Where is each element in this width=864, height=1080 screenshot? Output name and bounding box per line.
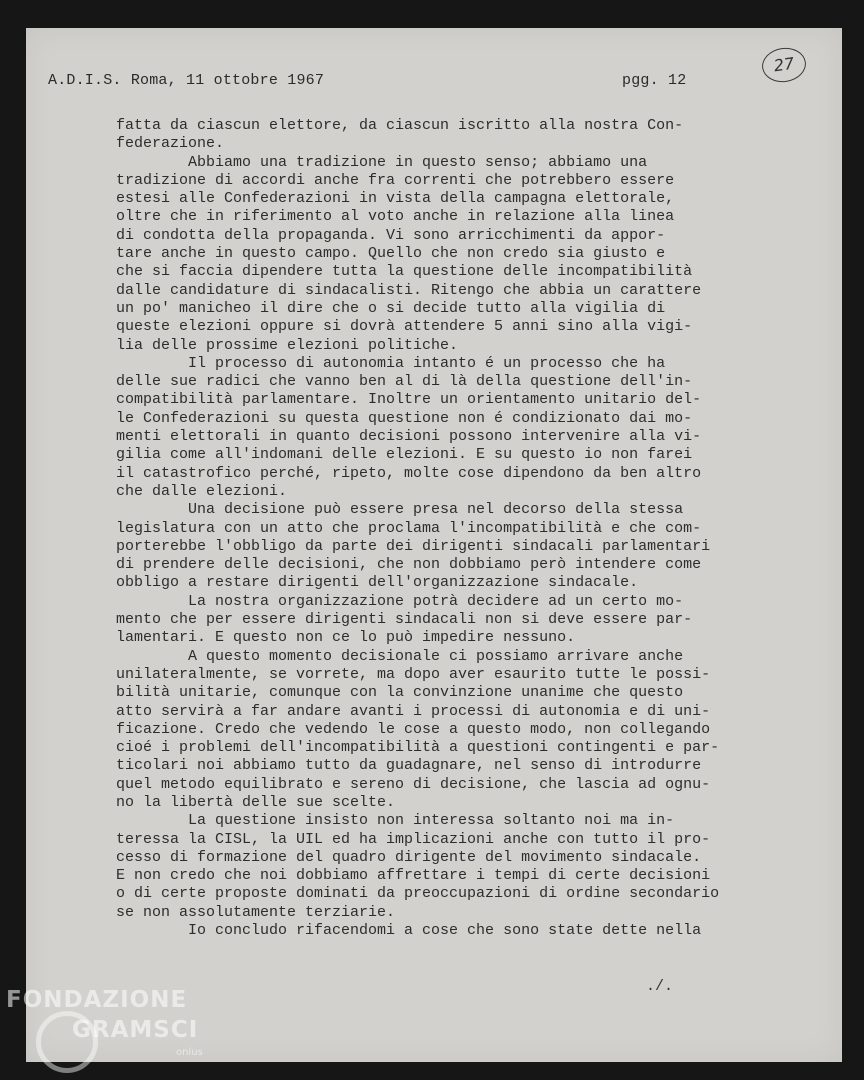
body-line: lamentari. E questo non ce lo può impedire nessuno. [116,629,576,647]
body-line: che dalle elezioni. [116,482,288,500]
body-line: le Confederazioni su questa questione non é condizionato dai mo- [116,409,693,427]
body-line: ticolari noi abbiamo tutto da guadagnare, nel senso di introdurre [116,757,702,775]
body-line: atto servirà a far andare avanti i processi di autonomia e di uni- [116,702,711,720]
body-line: unilateralmente, se vorrete, ma dopo aver esaurito tutte le possi- [116,665,711,683]
body-line: un po' manicheo il dire che o si decide tutto alla vigilia di [116,299,666,317]
body-line: no la libertà delle sue scelte. [116,793,396,811]
body-line: A questo momento decisionale ci possiamo arrivare anche [116,647,684,665]
header-page-number: pgg. 12 [622,72,687,89]
body-line: se non assolutamente terziarie. [116,903,396,921]
body-line: queste elezioni oppure si dovrà attendere 5 anni sino alla vigi- [116,318,693,336]
body-line: tare anche in questo campo. Quello che non credo sia giusto e [116,245,666,263]
body-line: federazione. [116,135,225,153]
body-line: Il processo di autonomia intanto é un processo che ha [116,354,666,372]
body-line: porterebbe l'obbligo da parte dei dirigenti sindacali parlamentari [116,537,711,555]
body-line: il catastrofico perché, ripeto, molte cose dipendono da ben altro [116,464,702,482]
body-line: gilia come all'indomani delle elezioni. E su questo io non farei [116,446,693,464]
watermark-line3: onlus [176,1047,203,1058]
body-line: teressa la CISL, la UIL ed ha implicazioni anche con tutto il pro- [116,830,711,848]
body-line: o di certe proposte dominati da preoccupazioni di ordine secondario [116,885,720,903]
body-line: La questione insisto non interessa soltanto noi ma in- [116,812,675,830]
body-line: cioé i problemi dell'incompatibilità a questioni contingenti e par- [116,739,720,757]
body-line: dalle candidature di sindacalisti. Ritengo che abbia un carattere [116,281,702,299]
body-line: Una decisione può essere presa nel decorso della stessa [116,501,684,519]
body-line: di prendere delle decisioni, che non dobbiamo però intendere come [116,556,702,574]
body-line: che si faccia dipendere tutta la questione delle incompatibilità [116,263,693,281]
body-line: obbligo a restare dirigenti dell'organizzazione sindacale. [116,574,639,592]
body-line: tradizione di accordi anche fra correnti che potrebbero essere [116,171,675,189]
continuation-mark: ./. [646,978,674,995]
watermark-line2: GRAMSCI [72,1017,199,1043]
body-line: delle sue radici che vanno ben al di là della questione dell'in- [116,373,693,391]
body-line: di condotta della propaganda. Vi sono arricchimenti da appor- [116,226,666,244]
body-line: mento che per essere dirigenti sindacali non si deve essere par- [116,611,693,629]
body-line: estesi alle Confederazioni in vista della campagna elettorale, [116,190,675,208]
header-org-date: A.D.I.S. Roma, 11 ottobre 1967 [48,72,325,89]
body-line: Abbiamo una tradizione in questo senso; abbiamo una [116,153,648,171]
body-line: lia delle prossime elezioni politiche. [116,336,459,354]
page-number-stamp: 27 [760,45,808,85]
body-line: fatta da ciascun elettore, da ciascun iscritto alla nostra Con- [116,117,684,134]
body-line: Io concludo rifacendomi a cose che sono state dette nella [116,922,702,940]
watermark-line1: FONDAZIONE [6,987,188,1013]
body-line: quel metodo equilibrato e sereno di decisione, che lascia ad ognu- [116,775,711,793]
body-line: ficazione. Credo che vedendo le cose a questo modo, non collegando [116,720,711,738]
body-line: oltre che in riferimento al voto anche in relazione alla linea [116,208,675,226]
body-line: legislatura con un atto che proclama l'incompatibilità e che com- [116,519,702,537]
body-line: La nostra organizzazione potrà decidere ad un certo mo- [116,592,684,610]
body-line: compatibilità parlamentare. Inoltre un orientamento unitario del- [116,391,702,409]
body-line: cesso di formazione del quadro dirigente del movimento sindacale. [116,848,702,866]
body-line: menti elettorali in quanto decisioni possono intervenire alla vi- [116,428,702,446]
body-line: E non credo che noi dobbiamo affrettare i tempi di certe decisioni [116,867,711,885]
body-line: bilità unitarie, comunque con la convinzione unanime che questo [116,684,684,702]
document-body [116,117,776,940]
